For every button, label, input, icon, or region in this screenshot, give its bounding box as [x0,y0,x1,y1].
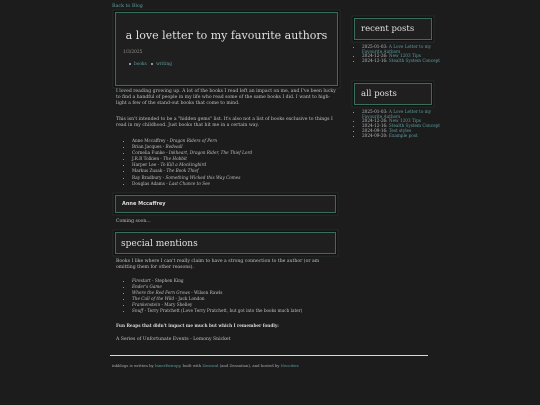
list-item: • Where the Red Fern Grows - Wilson Rawls [132,290,302,296]
list-item: • 2025-01-03: A Love Letter to my Favourite Authors [362,45,440,54]
post-link[interactable]: Stealth System Concept [388,58,440,64]
list-item: • Douglas Adams - Last Chance to See [132,181,252,187]
bullet-icon [129,63,131,65]
tag-writing[interactable]: writing [156,62,172,67]
list-item: • 2025-01-03: A Love Letter to my Favourite Authors [362,110,440,119]
list-item: • 2024-09-20: Example post [362,134,440,139]
list-item: • Cornelia Funke - Inkheart, Dragon Rider, The Thief Lord [132,150,252,156]
recent-posts-header [354,18,432,40]
list-item: • 2024-12-26: New 1203 Tips [362,54,440,59]
coming-soon-text: Coming soon... [116,219,151,224]
list-item: • 2024-12-16: Stealth System Concept [362,124,440,129]
host-link[interactable]: Neocities [280,363,299,368]
intro-paragraph-1: I loved reading growing up. A lot of the books I read left an impact on me, and I've been lucky to find a handful of people in my life who read some of the same books I did. I want to high-light a few of the stand-out books that come to mind. [116,89,336,107]
section-anne-mccaffrey [115,195,336,213]
fun-reads-label: Fun Reaps that didn't impact me much but which I remember fondly: [116,323,279,328]
tag-books[interactable]: books [134,62,147,67]
post-title: a love letter to my favourite authors [125,29,328,42]
post-link[interactable]: A Love Letter to my Favourite Authors [362,109,432,119]
special-list [126,278,302,315]
list-item: • The Call of the Wild - Jack London [132,296,302,302]
list-item: • Anne Mccaffrey - Dragon Riders of Pern [132,138,252,144]
list-item: • Harper Lee - To Kill a Mockingbird [132,162,252,168]
post-link[interactable]: Stealth System Concept [388,123,440,129]
post-link[interactable]: A Love Letter to my Favourite Authors [362,44,432,54]
post-link[interactable]: New 1203 Tips [388,118,421,124]
all-posts-list [356,110,440,139]
list-item: • 2024-12-16: Stealth System Concept [362,59,440,64]
list-item: • 2024-12-26: New 1203 Tips [362,119,440,124]
post-link[interactable]: Test styles [388,128,412,134]
footer: inkblogs is written by InnerEntropy, built with Zensical (and Zensation), and hosted by Neocities [112,363,299,368]
section-heading: Anne Mccaffrey [122,200,166,207]
intro-paragraph-2: This isn't intended to be a "hidden gems" list. It's also not a list of books exclusive to things I read in my childhood. Just books that hit me in a certain way. [116,117,333,129]
special-intro: Books I like where I can't really claim to have a strong connection to the author (or am omitting them for other reasons). [116,259,320,271]
list-item: • J.R.R Tolkien - The Hobbit [132,156,252,162]
list-item: • Snuff - Terry Pratchett (Love Terry Pratchett, but got into the books much later) [132,308,302,314]
all-posts-header [354,83,432,105]
section-special-mentions [115,232,336,254]
recent-posts-list [356,45,440,64]
tool-link[interactable]: Zensical [202,363,219,368]
list-item: • Firestart - Stephen King [132,278,302,284]
list-item: • Brian Jacques - Redwall [132,144,252,150]
fun-reads-item: A Series of Unfortunate Events - Lemony Snicket [116,337,231,342]
bullet-icon [151,63,153,65]
author-link[interactable]: InnerEntropy [154,363,181,368]
sidebar-heading: all posts [361,89,397,99]
post-date: 1/3/2025 [123,50,143,55]
section-heading: special mentions [121,239,198,249]
post-header [115,12,338,86]
post-tags [126,62,172,68]
back-to-blog-link[interactable]: Back to Blog [112,4,143,9]
post-link[interactable]: New 1203 Tips [388,53,421,59]
sidebar-heading: recent posts [361,24,415,34]
list-item: • Ray Bradbury - Something Wicked this Way Comes [132,175,252,181]
list-item: • Ender's Game [132,284,302,290]
footer-divider [110,355,428,356]
books-list [126,138,252,187]
list-item: • Markus Zusak - The Book Thief [132,168,252,174]
list-item: • 2024-09-16: Test styles [362,129,440,134]
post-link[interactable]: Example post [388,133,418,139]
list-item: • Frankenstein - Mary Shelley [132,302,302,308]
